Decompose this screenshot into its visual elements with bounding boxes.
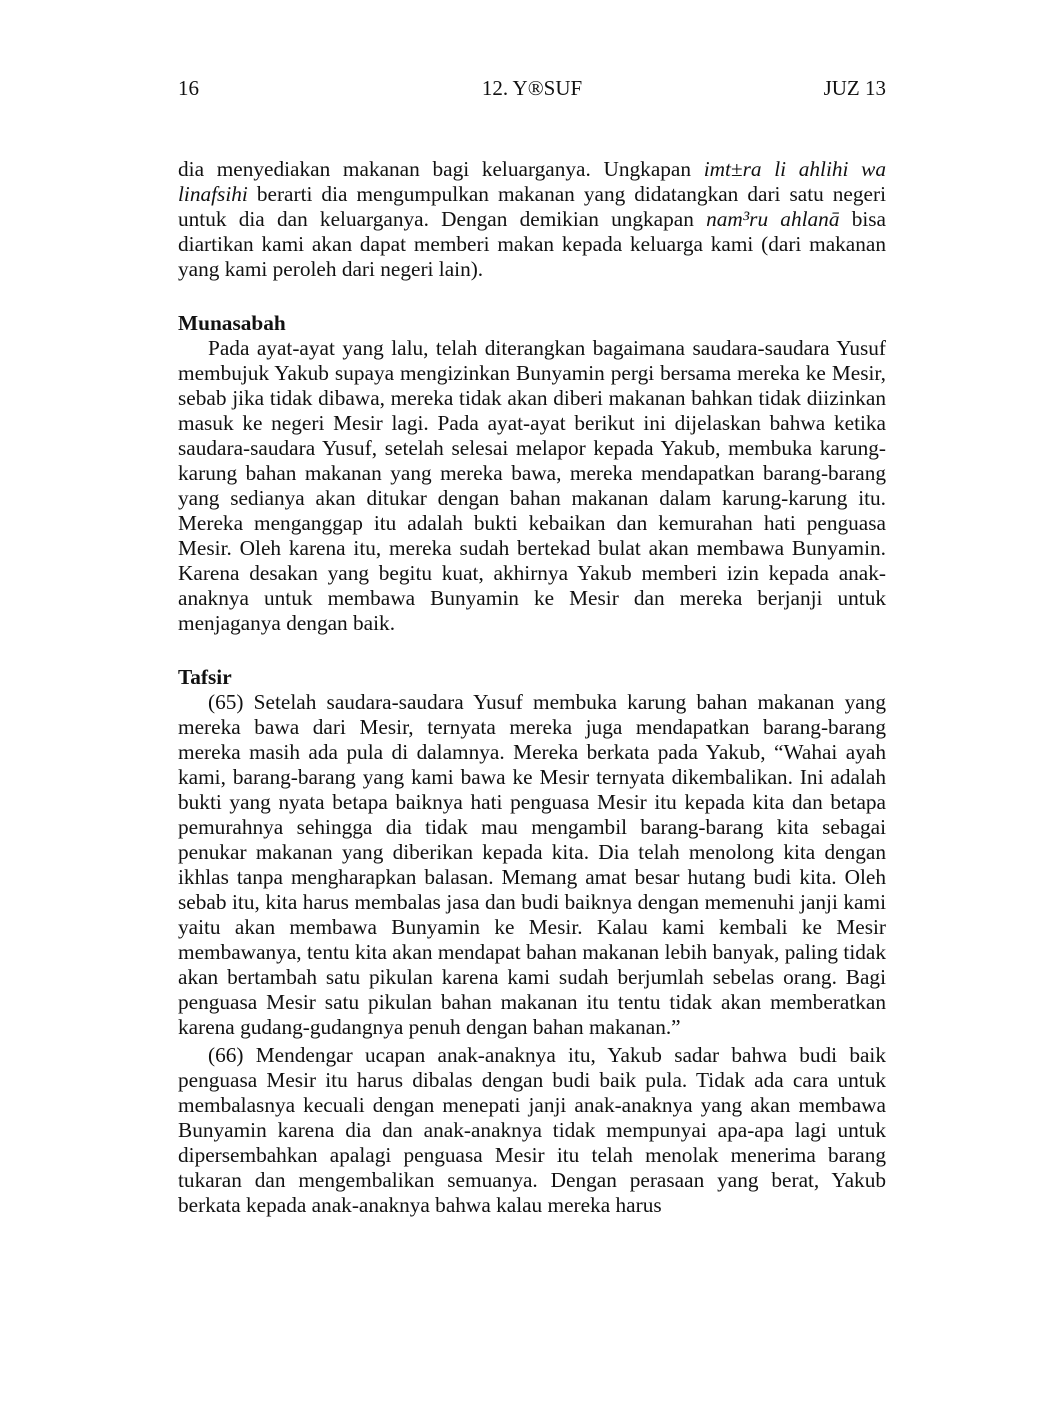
intro-text-3: bisa diartikan kami akan dapat memberi makan kepada keluarga kami (dari makanan yang kami peroleh dari negeri lain).	[178, 207, 887, 281]
intro-term-2: nam³ru ahlanā	[706, 207, 840, 231]
intro-text-1: dia menyediakan makanan bagi keluarganya. Ungkapan	[178, 157, 704, 181]
page-header	[178, 76, 886, 104]
munasabah-paragraph: Pada ayat-ayat yang lalu, telah diterangkan bagaimana saudara-saudara Yusuf membujuk Yakub supaya mengizinkan Bunyamin pergi bersama mereka ke Mesir, sebab jika tidak dibawa, mereka tidak akan diberi makanan bahkan tidak diizinkan masuk ke negeri Mesir lagi. Pada ayat-ayat berikut ini dijelaskan bahwa ketika saudara-saudara Yusuf, setelah selesai melapor kepada Yakub, membuka karung-karung bahan makanan yang mereka bawa, mereka mendapatkan barang-barang yang sedianya akan ditukar dengan bahan makanan dalam karung-karung itu. Mereka menganggap itu adalah bukti kebaikan dan kemurahan hati penguasa Mesir. Oleh karena itu, mereka sudah bertekad bulat akan membawa Bunyamin. Karena desakan yang begitu kuat, akhirnya Yakub memberi izin kepada anak-anaknya untuk membawa Bunyamin ke Mesir dan mereka berjanji untuk menjaganya dengan baik.	[178, 336, 886, 635]
page-body	[178, 157, 886, 1218]
intro-term-1: imt±ra li ahlihi wa linafsihi	[178, 157, 886, 206]
page-number: 16	[178, 76, 199, 100]
munasabah-heading: Munasabah	[178, 311, 286, 335]
juz-label: JUZ 13	[823, 76, 886, 100]
intro-paragraph	[178, 157, 886, 282]
tafsir-heading: Tafsir	[178, 665, 232, 689]
tafsir-verse-65: (65) Setelah saudara-saudara Yusuf membuka karung bahan makanan yang mereka bawa dari Mesir, ternyata mereka juga mendapatkan barang-barang mereka masih ada pula di dalamnya. Mereka berkata pada Yakub, “Wahai ayah kami, barang-barang yang kami bawa ke Mesir ternyata dikembalikan. Ini adalah bukti yang nyata betapa baiknya hati penguasa Mesir itu kepada kita dan betapa pemurahnya sehingga dia tidak mau mengambil barang-barang kita sebagai penukar makanan yang diberikan kepada kita. Dia telah menolong kita dengan ikhlas tanpa mengharapkan balasan. Memang amat besar hutang budi kita. Oleh sebab itu, kita harus membalas jasa dan budi baiknya dengan memenuhi janji kami yaitu akan membawa Bunyamin ke Mesir. Kalau kami kembali ke Mesir membawanya, tentu kita akan mendapat bahan makanan lebih banyak, paling tidak akan bertambah satu pikulan karena kami sudah berjumlah sebelas orang. Bagi penguasa Mesir satu pikulan bahan makanan itu tentu tidak akan memberatkan karena gudang-gudangnya penuh dengan bahan makanan.”	[178, 690, 886, 1039]
tafsir-verse-66: (66) Mendengar ucapan anak-anaknya itu, Yakub sadar bahwa budi baik penguasa Mesir itu harus dibalas dengan budi baik pula. Tidak ada cara untuk membalasnya kecuali dengan menepati janji anak-anaknya yang akan membawa Bunyamin karena dia dan anak-anaknya tidak mempunyai apa-apa lagi untuk dipersembahkan apalagi penguasa Mesir itu telah menolak menerima barang tukaran dan mengembalikan semuanya. Dengan perasaan yang berat, Yakub berkata kepada anak-anaknya bahwa kalau mereka harus	[178, 1043, 886, 1217]
chapter-title: 12. Y®SUF	[481, 76, 583, 100]
intro-text-2: berarti dia mengumpulkan makanan yang didatangkan dari satu negeri untuk dia dan keluarganya. Dengan demikian ungkapan	[178, 182, 886, 231]
